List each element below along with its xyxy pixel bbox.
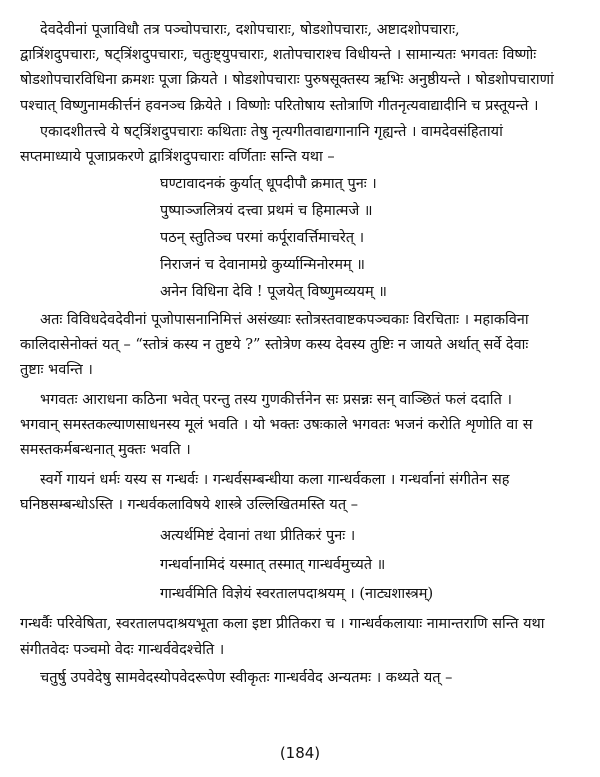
text-line: घनिष्ठसम्बन्धोऽस्ति । गन्धर्वकलाविषये शास्त्रे उल्लिखितमस्ति यत् – bbox=[20, 497, 358, 513]
verse-line: गन्धर्वानामिदं यस्मात् तस्मात् गान्धर्वमुच्यते ॥ bbox=[160, 557, 386, 573]
text-line: सप्तमाध्याये पूजाप्रकरणे द्वात्रिंशदुपचाराः वर्णिताः सन्ति यथा – bbox=[20, 149, 335, 165]
verse-line: अत्यर्थमिष्टं देवानां तथा प्रीतिकरं पुनः । bbox=[160, 528, 356, 544]
verse-line: निराजनं च देवानामग्रे कुर्य्यान्मिनोरमम् ॥ bbox=[160, 257, 365, 273]
verse-line: घण्टावादनकं कुर्यात् धूपदीपौ क्रमात् पुनः । bbox=[160, 176, 377, 192]
text-line: कालिदासेनोक्तं यत् – “स्तोत्रं कस्य न तुष्टये ?” स्तोत्रेण कस्य देवस्य तुष्टिः न जायते अर्थात् सर्वे देवाः bbox=[20, 337, 529, 353]
text-line: पश्चात् विष्णुनामकीर्त्तनं हवनञ्च क्रियेते । विष्णोः परितोषाय स्तोत्राणि गीतनृत्यवाद्यादीनि च प्रस्तूयन्ते । bbox=[20, 98, 539, 114]
text-line: भगवान् समस्तकल्याणसाधनस्य मूलं भवति । यो भक्तः उषःकाले भगवतः भजनं करोति शृणोति वा स bbox=[20, 417, 533, 433]
text-line: स्वर्गे गायनं धर्मः यस्य स गन्धर्वः । गन्धर्वसम्बन्धीया कला गान्धर्वकला । गन्धर्वानां संगीतेन सह bbox=[40, 472, 510, 488]
text-line: समस्तकर्मबन्धनात् मुक्तः भवति । bbox=[20, 442, 191, 458]
text-line: भगवतः आराधना कठिना भवेत् परन्तु तस्य गुणकीर्त्तनेन सः प्रसन्नः सन् वाञ्छितं फलं ददाति । bbox=[40, 392, 512, 408]
text-line: द्वात्रिंशदुपचाराः, षट्त्रिंशदुपचाराः, चतुःष्ट्युपचाराः, शतोपचाराश्च विधीयन्ते । सामान्यतः भगवतः विष्णोः bbox=[20, 47, 537, 63]
verse-line: अनेन विधिना देवि ! पूजयेत् विष्णुमव्ययम् ॥ bbox=[160, 284, 387, 300]
text-line: अतः विविधदेवदेवीनां पूजोपासनानिमित्तं असंख्याः स्तोत्रस्तवाष्टकपञ्चकाः विरचिताः । महाकविना bbox=[40, 312, 529, 328]
text-line: देवदेवीनां पूजाविधौ तत्र पञ्चोपचाराः, दशोपचाराः, षोडशोपचाराः, अष्टादशोपचाराः, bbox=[40, 22, 460, 38]
verse-line: पुष्पाञ्जलित्रयं दत्त्वा प्रथमं च हिमात्मजे ॥ bbox=[160, 203, 373, 219]
text-line: एकादशीतत्त्वे ये षट्त्रिंशदुपचाराः कथिताः तेषु नृत्यगीतवाद्यगानानि गृह्यन्ते । वामदेवसंहितायां bbox=[40, 124, 503, 140]
text-line: गन्धर्वैः परिवेषिता, स्वरतालपदाश्रयभूता कला इष्टा प्रीतिकरा च । गान्धर्वकलायाः नामान्तराणि सन्ति यथा bbox=[20, 616, 545, 632]
text-line: चतुर्षु उपवेदेषु सामवेदस्योपवेदरूपेण स्वीकृतः गान्धर्ववेद अन्यतमः । कथ्यते यत् – bbox=[40, 670, 453, 686]
text-line: तुष्टाः भवन्ति । bbox=[20, 362, 93, 378]
text-line: षोडशोपचारविधिना क्रमशः पूजा क्रियते । षोडशोपचाराः पुरुषसूक्तस्य ऋभिः अनुष्ठीयन्ते । षोडशोपचाराणां bbox=[20, 72, 554, 88]
verse-line: पठन् स्तुतिञ्च परमां कर्पूरावर्त्तिमाचरेत् । bbox=[160, 230, 365, 246]
page-number: (184) bbox=[279, 744, 321, 762]
text-line: संगीतवेदः पञ्चमो वेदः गान्धर्ववेदश्चेति । bbox=[20, 642, 225, 658]
verse-line: गान्धर्वमिति विज्ञेयं स्वरतालपदाश्रयम् । (नाट्यशास्त्रम्) bbox=[160, 586, 434, 602]
